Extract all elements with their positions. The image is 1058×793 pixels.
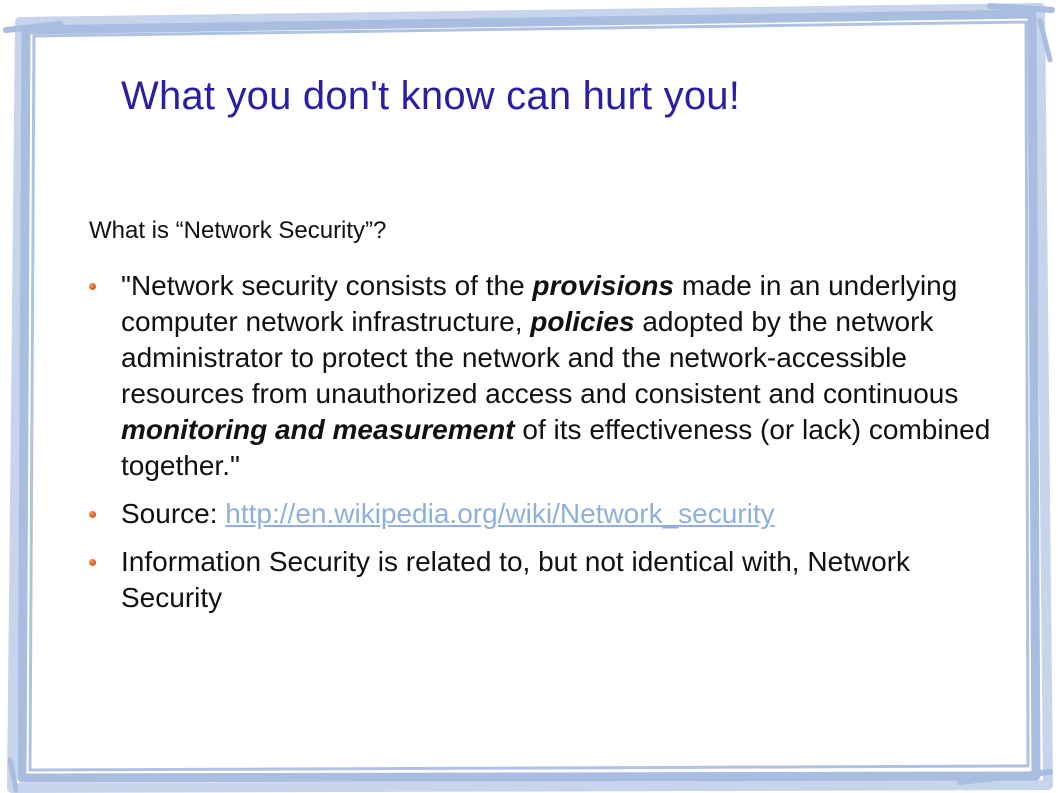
source-link[interactable]: http://en.wikipedia.org/wiki/Network_security bbox=[225, 498, 775, 529]
bullet-icon bbox=[89, 559, 96, 566]
definition-part-3: adopted by the network administrator to protect the network and the network-accessible resources from unauthorized access and consistent and continuous bbox=[121, 306, 959, 409]
definition-emphasis-provisions: provisions bbox=[532, 270, 675, 301]
note-text: Information Security is related to, but not identical with, Network Security bbox=[121, 546, 911, 613]
definition-emphasis-monitoring: monitoring and measurement bbox=[121, 414, 515, 445]
note-bullet bbox=[89, 544, 1009, 616]
definition-part-1: "Network security consists of the bbox=[121, 270, 533, 301]
definition-bullet bbox=[89, 268, 1009, 484]
slide-body bbox=[89, 216, 1009, 628]
definition-part-2: made in an underlying computer network infrastructure, bbox=[121, 270, 958, 337]
source-bullet bbox=[89, 496, 1009, 532]
definition-text bbox=[121, 268, 1009, 484]
definition-emphasis-policies: policies bbox=[530, 306, 635, 337]
source-label: Source: bbox=[121, 498, 226, 529]
question-heading: What is “Network Security”? bbox=[89, 217, 387, 244]
bullet-icon bbox=[89, 511, 96, 518]
bullet-list bbox=[89, 268, 1009, 616]
slide-title: What you don't know can hurt you! bbox=[121, 74, 741, 118]
bullet-icon bbox=[89, 283, 96, 290]
definition-part-4: of its effectiveness (or lack) combined together." bbox=[121, 414, 991, 481]
